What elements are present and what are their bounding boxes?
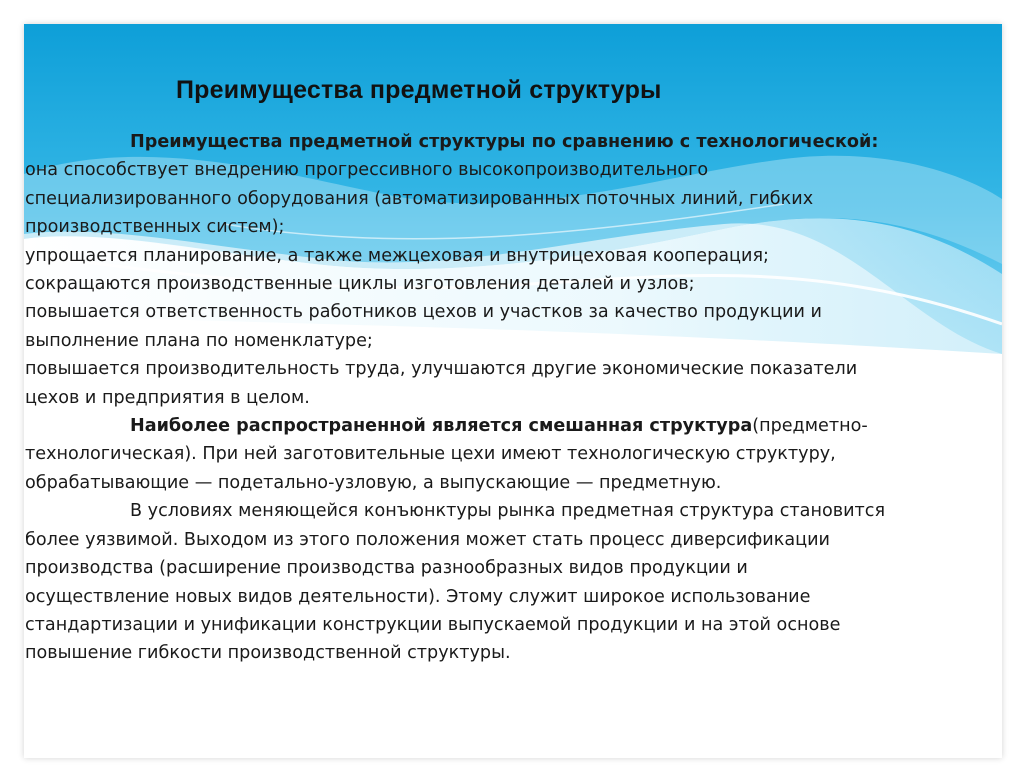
text-line: повышается ответственность работников цехов и участков за качество продукции и <box>25 302 822 323</box>
text-line: технологическая). При ней заготовительные цехи имеют технологическую структуру, <box>25 444 836 465</box>
text-line: обрабатывающие — подетально-узловую, а выпускающие — предметную. <box>25 472 722 493</box>
mixed-structure-line <box>25 412 1000 440</box>
slide-title: Преимущества предметной структуры <box>176 76 662 104</box>
text-line: специализированного оборудования (автоматизированных поточных линий, гибких <box>25 188 814 209</box>
subtitle-text: Преимущества предметной структуры по сравнению с технологической: <box>130 132 879 152</box>
mixed-structure-bold: Наиболее распространенной является смешанная структура <box>130 416 753 437</box>
text-line: В условиях меняющейся конъюнктуры рынка предметная структура становится <box>130 501 886 522</box>
text-line: она способствует внедрению прогрессивного высокопроизводительного <box>25 160 709 181</box>
mixed-structure-rest: (предметно- <box>752 416 868 437</box>
slide-body <box>25 128 1000 668</box>
text-line: производственных систем); <box>25 217 285 238</box>
text-line: осуществление новых видов деятельности). Этому служит широкое использование <box>25 586 811 607</box>
text-line: сокращаются производственные циклы изготовления деталей и узлов; <box>25 274 695 295</box>
slide-frame <box>24 24 1002 758</box>
text-line: цехов и предприятия в целом. <box>25 387 310 408</box>
subtitle <box>25 128 1000 156</box>
text-line: стандартизации и унификации конструкции выпускаемой продукции и на этой основе <box>25 614 841 635</box>
text-line: производства (расширение производства разнообразных видов продукции и <box>25 558 748 579</box>
text-line: упрощается планирование, а также межцеховая и внутрицеховая кооперация; <box>25 245 769 266</box>
text-line: повышается производительность труда, улучшаются другие экономические показатели <box>25 359 858 380</box>
text-line: выполнение плана по номенклатуре; <box>25 330 373 351</box>
text-line: более уязвимой. Выходом из этого положения может стать процесс диверсификации <box>25 529 830 550</box>
text-line: повышение гибкости производственной структуры. <box>25 643 511 664</box>
